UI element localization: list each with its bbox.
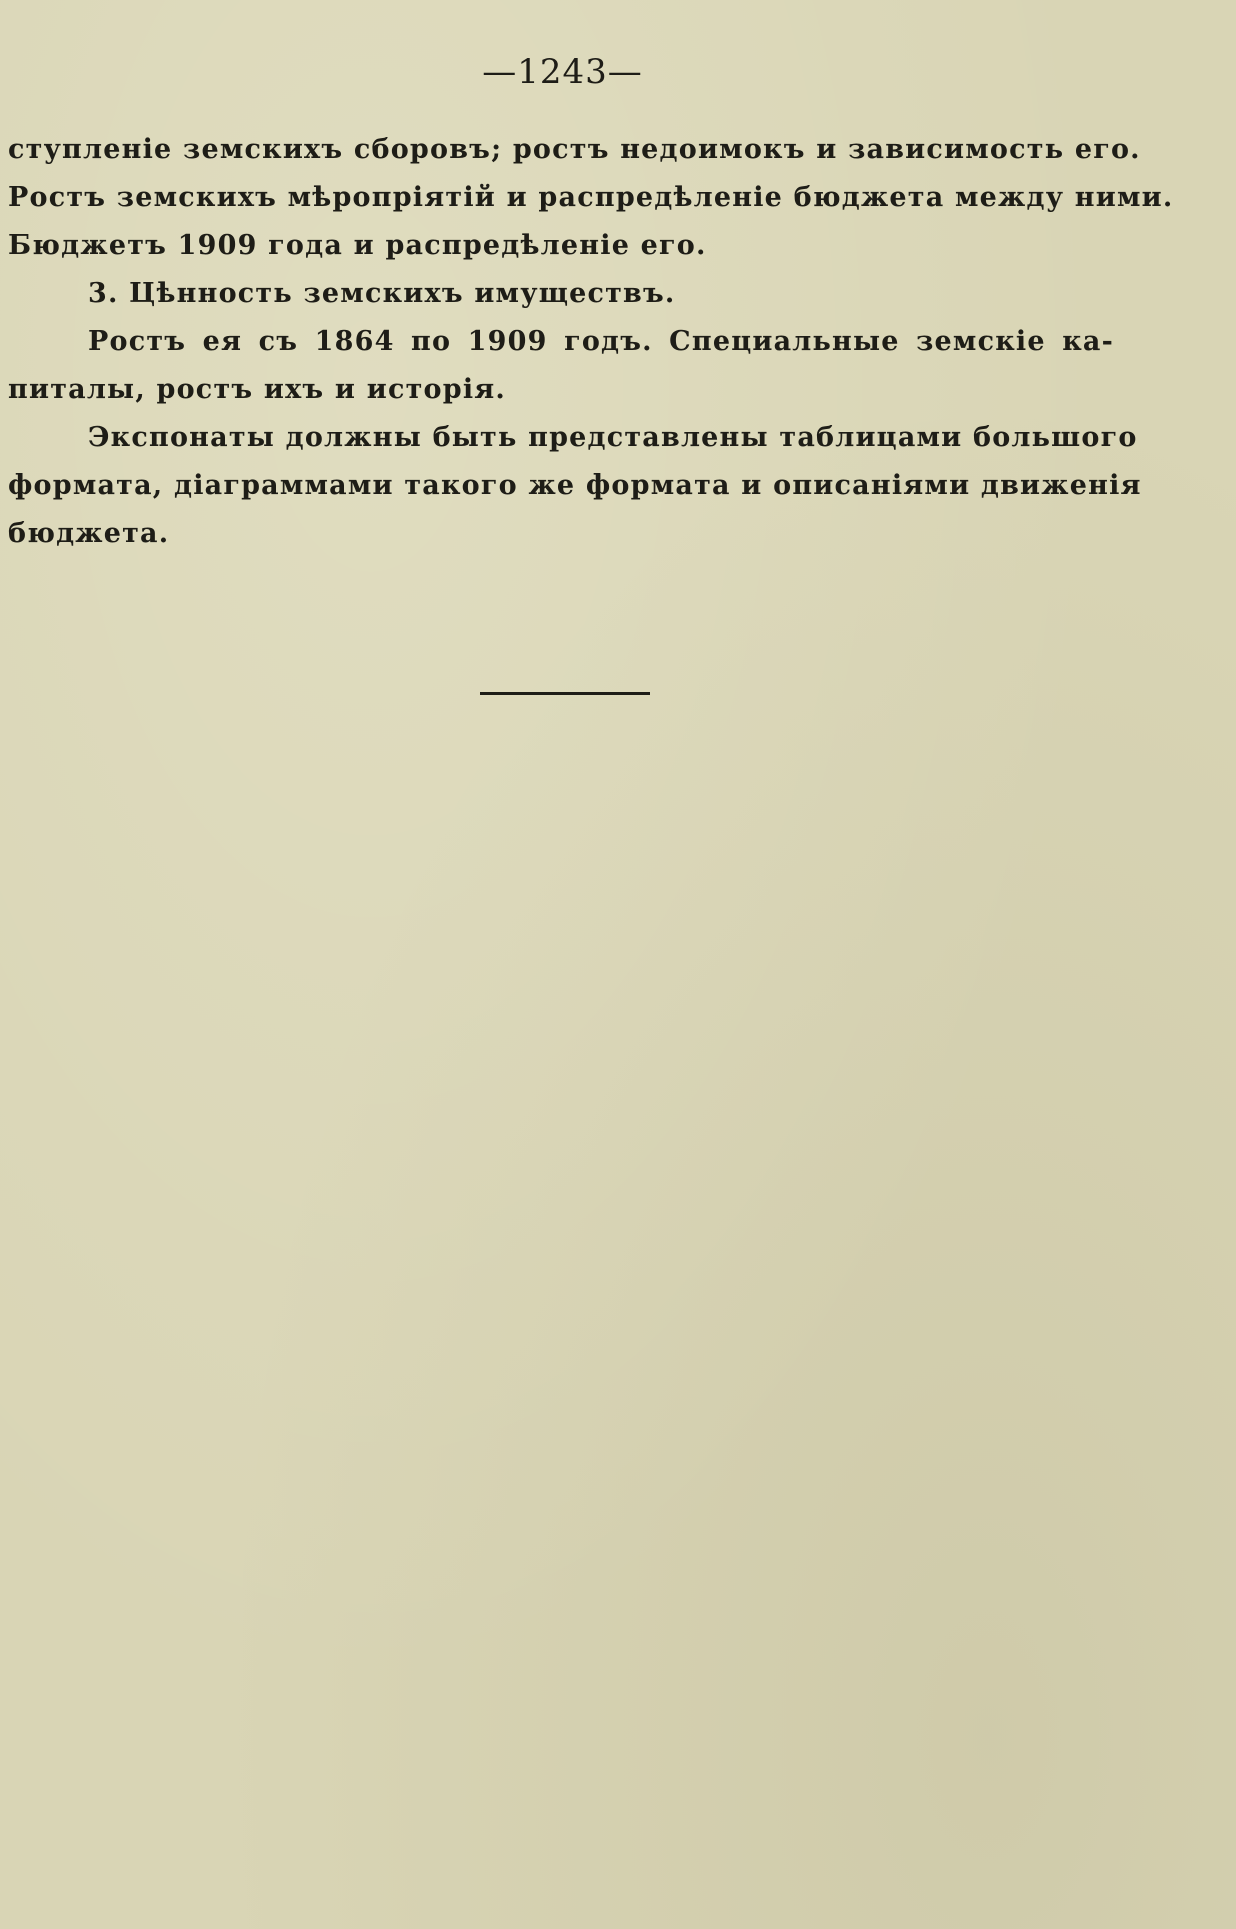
text-line: Ростъ ея съ 1864 по 1909 годъ. Специальные земскіе ка- <box>88 326 1114 357</box>
text-line: бюджета. <box>8 518 170 549</box>
text-line: Бюджетъ 1909 года и распредѣленіе его. <box>8 230 707 261</box>
section-divider <box>480 692 650 695</box>
text-line: Экспонаты должны быть представлены таблицами большого <box>88 422 1138 453</box>
section-heading: 3. Цѣнность земскихъ имуществъ. <box>88 278 676 309</box>
text-line: ступленіе земскихъ сборовъ; ростъ недоимокъ и зависимость его. <box>8 134 1141 165</box>
text-line: питалы, ростъ ихъ и исторія. <box>8 374 507 405</box>
text-line: Ростъ земскихъ мѣропріятій и распредѣленіе бюджета между ними. <box>8 182 1174 213</box>
page-number: —1243— <box>482 52 643 92</box>
body-text <box>8 126 1174 558</box>
text-line: формата, діаграммами такого же формата и описаніями движенія <box>8 470 1142 501</box>
